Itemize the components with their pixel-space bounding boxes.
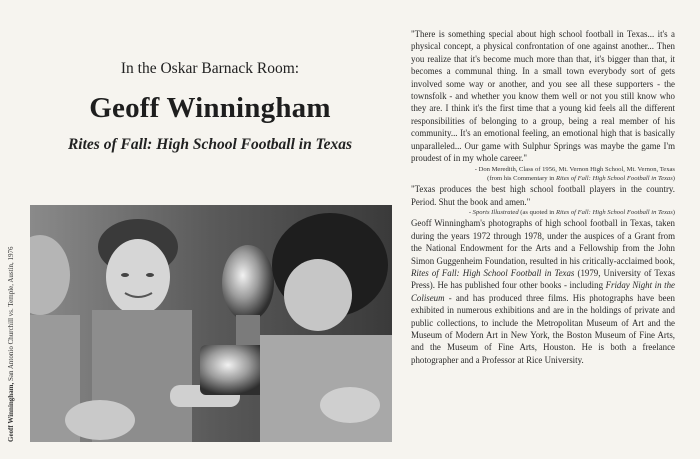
meredith-quote: "There is something special about high school football in Texas... it's a physical concept, a physical confrontation of one against another... Then you realize that it's become much more than that, it's bigger than that, it becomes a communal thing. In a small town everybody sort of gets involved some way or another, and you see all these supporters - the townsfolk - and whether you know them well or not you still know who they are. I think it's the first time that a young kid feels all the different responsibilities of belonging to a group, being a real member of his community... It's an emotional feeling, an emotional high that is basically unparalleled... Our game with Sulphur Springs was maybe the game I'm proudest of in my whole career." xyxy=(411,29,675,164)
photo-caption-details: San Antonio Churchill vs. Temple, Austin, 1976 xyxy=(7,246,15,383)
bio-part-2: (1979, University of Texas Press). He has published four other books - including xyxy=(411,267,675,291)
sports-illustrated-attribution xyxy=(411,208,675,217)
sports-illustrated-quote: "Texas produces the best high school football players in the country. Period. Shut the book and amen." xyxy=(411,184,675,207)
photo-caption xyxy=(7,205,15,442)
meredith-attribution-line1: - Don Meredith, Class of 1956, Mt. Vernon High School, Mt. Vernon, Texas xyxy=(474,166,675,174)
attr-book-title-2: Rites of Fall: High School Football in Texas xyxy=(556,209,673,217)
bio-part-1: Geoff Winningham's photographs of high school football in Texas, taken during the years 1972 through 1978, under the auspices of a Grant from the National Endowment for the Arts and a Fellowship from the John Simon Guggenheim Foundation, resulted in his critically-acclaimed book, xyxy=(411,218,675,266)
attr-post: ) xyxy=(672,175,675,183)
exhibition-subtitle: Rites of Fall: High School Football in Texas xyxy=(67,136,353,153)
bio-book-title: Rites of Fall: High School Football in Texas xyxy=(411,267,575,278)
bio-book-title-2: Friday Night in the Coliseum xyxy=(411,280,675,303)
attr-source: - Sports Illustrated xyxy=(468,209,519,217)
attr-pre: (from his Commentary in xyxy=(487,175,556,183)
right-column xyxy=(411,28,675,366)
meredith-attribution-line2 xyxy=(411,174,675,183)
photo-caption-name: Geoff Winningham, xyxy=(7,382,15,442)
football-photo xyxy=(30,205,392,442)
attr-mid: (as quoted in xyxy=(518,209,556,217)
meredith-attribution xyxy=(411,165,675,183)
attr-book-title: Rites of Fall: High School Football in Texas xyxy=(556,175,673,183)
photographer-name: Geoff Winningham xyxy=(89,92,331,124)
photo-illustration xyxy=(30,205,392,442)
biography xyxy=(411,217,675,366)
bio-part-3: - and has produced three films. His photographs have been exhibited in numerous exhibitions and are in the holdings of private and public collections, to include the Metropolitan Museum of Art and the Museum of Modern Art in New York, the Boston Museum of Fine Arts, and the Museum of Fine Arts, Houston. He is both a freelance photographer and a Professor at Rice University. xyxy=(411,292,675,365)
attr-post-2: ) xyxy=(672,209,675,217)
intro-line: In the Oskar Barnack Room: xyxy=(120,60,300,77)
